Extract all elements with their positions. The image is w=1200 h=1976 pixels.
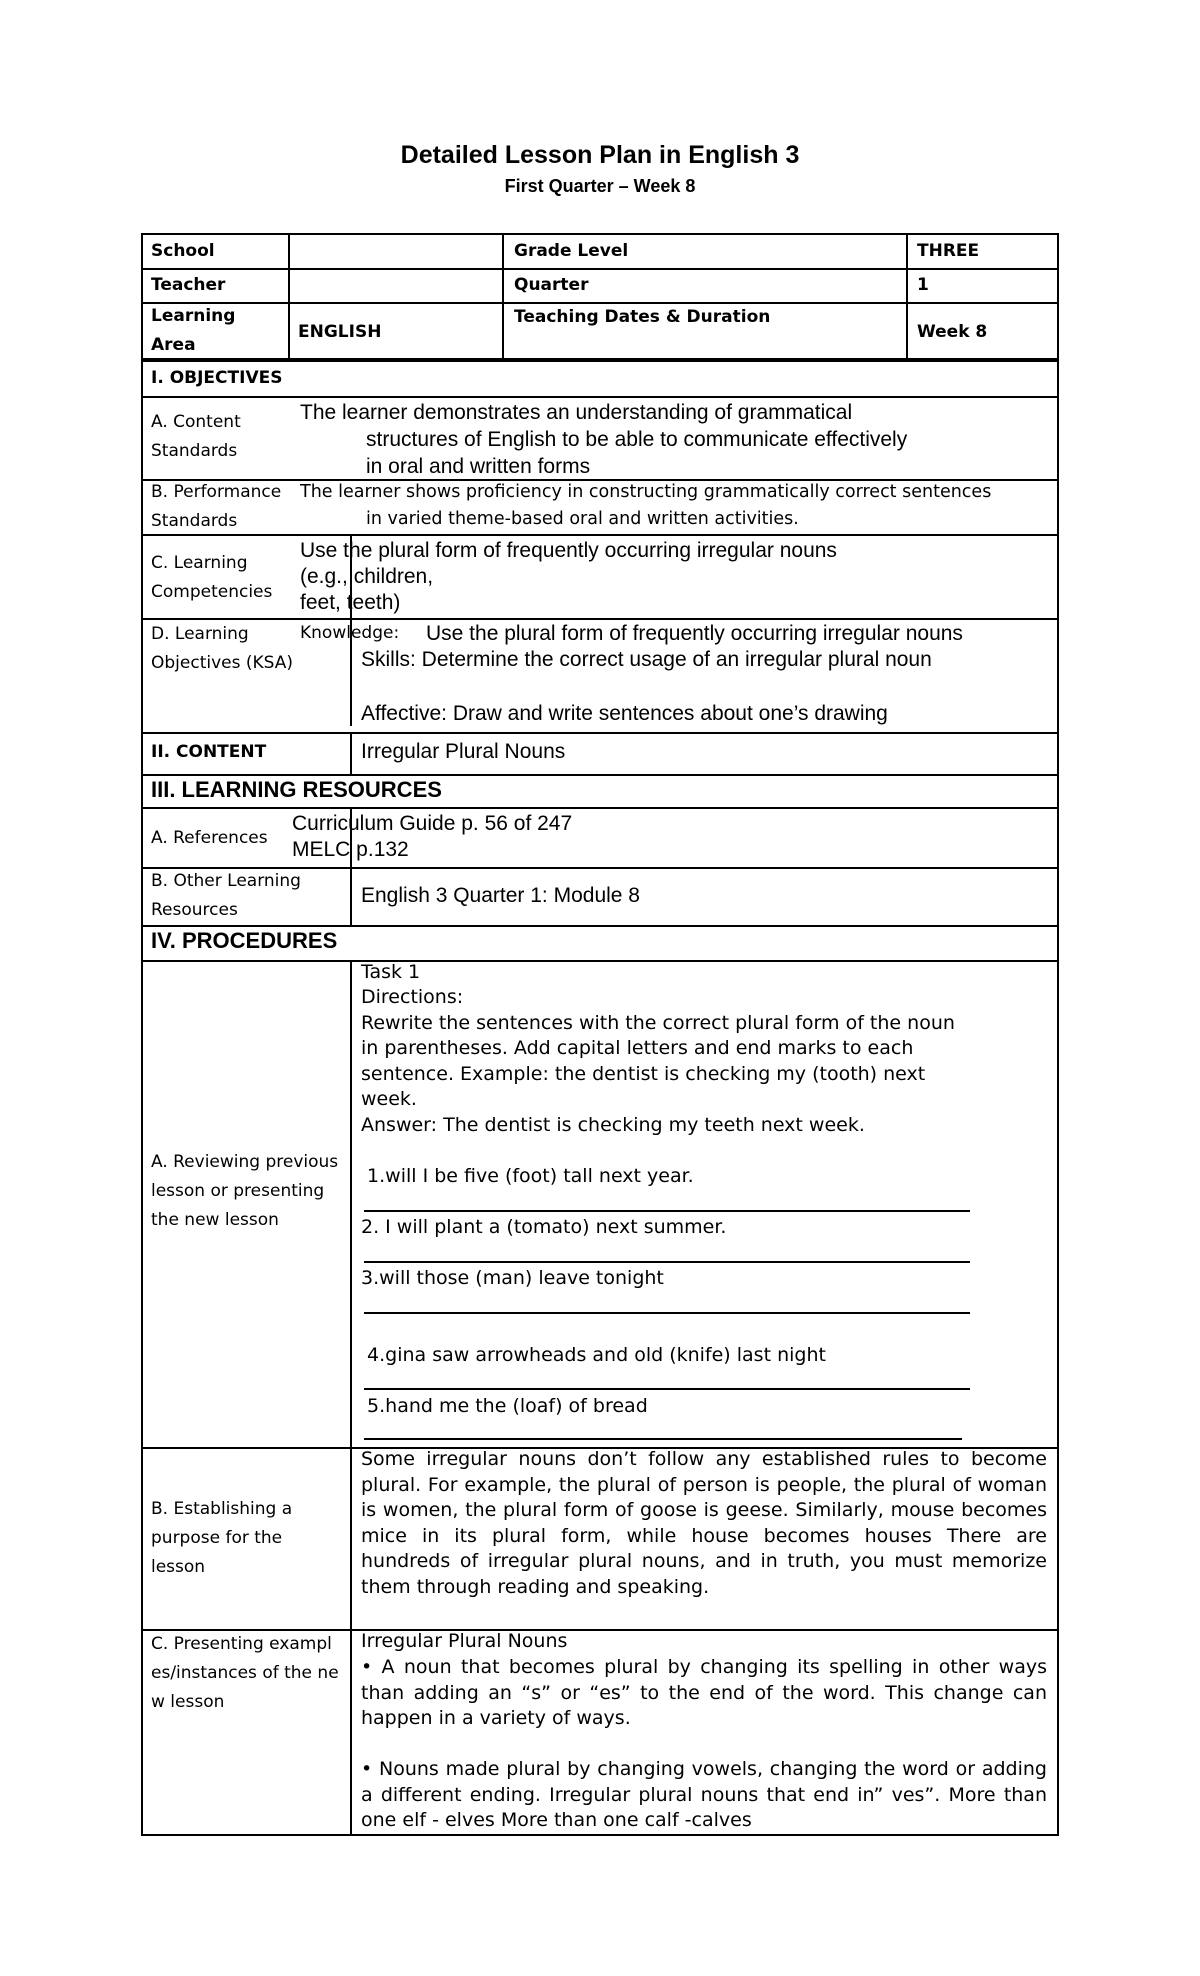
performance-standards-line: The learner shows proficiency in constructing grammatically correct sentences (300, 482, 992, 502)
exercise-item: 1.will I be five (foot) tall next year. (361, 1165, 694, 1187)
exercise-item: 4.gina saw arrowheads and old (knife) last night (361, 1344, 826, 1366)
learning-competencies-line: feet, teeth) (300, 591, 401, 614)
knowledge-prefix: Knowledge: (300, 623, 400, 643)
presenting-examples-title: Irregular Plural Nouns (361, 1630, 568, 1652)
learning-objectives-label: D. Learning Objectives (KSA) (151, 624, 294, 673)
objectives-heading: I. OBJECTIVES (151, 368, 283, 388)
learning-resources-heading: III. LEARNING RESOURCES (151, 777, 442, 802)
content-standards-line: structures of English to be able to communicate effectively (366, 428, 908, 451)
learning-competencies-line: Use the plural form of frequently occurring irregular nouns (300, 539, 837, 562)
table-divider (906, 233, 908, 360)
table-divider (288, 233, 290, 360)
task-text-line: Answer: The dentist is checking my teeth next week. (361, 1114, 865, 1136)
task-text-line: Rewrite the sentences with the correct plural form of the noun (361, 1012, 955, 1034)
reviewing-lesson-label: A. Reviewing previous lesson or presenting the new lesson (151, 1152, 339, 1230)
learning-area-value: ENGLISH (298, 322, 382, 342)
references-label: A. References (151, 828, 268, 848)
presenting-examples-text: • Nouns made plural by changing vowels, changing the word or adding a different ending. Irregular plural nouns that end in” ves”. More than one elf - elves More than one calf -calves (361, 1758, 1047, 1831)
answer-line (364, 1312, 970, 1314)
affective-objective: Affective: Draw and write sentences about one’s drawing (361, 702, 888, 725)
quarter-value: 1 (917, 275, 929, 295)
establishing-purpose-text: Some irregular nouns don’t follow any established rules to become plural. For example, the plural of person is people, the plural of woman is women, the plural form of goose is geese. Similarly, mouse becomes mice in its plural form, while house becomes houses There are hundreds of irregular plural nouns, and in truth, you must memorize them through reading and speaking. (361, 1448, 1047, 1598)
grade-level-value: THREE (917, 241, 980, 261)
teaching-dates-value: Week 8 (917, 322, 988, 342)
answer-line (364, 1261, 970, 1263)
performance-standards-label: B. Performance Standards (151, 482, 282, 531)
task-text-line: Directions: (361, 986, 464, 1008)
task-text-line: week. (361, 1088, 417, 1110)
content-label: II. CONTENT (151, 742, 267, 762)
exercise-item: 5.hand me the (loaf) of bread (361, 1395, 648, 1417)
establishing-purpose-label: B. Establishing a purpose for the lesson (151, 1499, 293, 1577)
references-line: MELC p.132 (292, 838, 409, 861)
answer-line (364, 1210, 970, 1212)
table-divider (502, 233, 504, 360)
table-divider (350, 960, 352, 1836)
learning-competencies-line: (e.g., children, (300, 565, 434, 588)
table-divider (350, 732, 352, 774)
table-row (141, 732, 1059, 774)
content-standards-line: in oral and written forms (366, 455, 591, 478)
lesson-plan-title: Detailed Lesson Plan in English 3 (400, 141, 800, 169)
answer-line (364, 1438, 962, 1440)
content-standards-line: The learner demonstrates an understanding of grammatical (300, 401, 853, 424)
other-resources-value: English 3 Quarter 1: Module 8 (361, 884, 640, 907)
task-text-line: Task 1 (361, 961, 421, 983)
table-row (141, 807, 1059, 867)
learning-area-label: Learning Area (151, 306, 236, 355)
teacher-label: Teacher (151, 275, 226, 295)
skills-objective: Skills: Determine the correct usage of an irregular plural noun (361, 648, 932, 671)
task-text-line: sentence. Example: the dentist is checking my (tooth) next (361, 1063, 926, 1085)
presenting-examples-text: • A noun that becomes plural by changing its spelling in other ways than adding an “s” or “es” to the end of the word. This change can happen in a variety of ways. (361, 1656, 1047, 1729)
presenting-examples-label: C. Presenting examples/instances of the new lesson (151, 1634, 339, 1712)
exercise-item: 2. I will plant a (tomato) next summer. (361, 1216, 727, 1238)
content-value: Irregular Plural Nouns (361, 740, 566, 763)
teaching-dates-label: Teaching Dates & Duration (514, 307, 771, 327)
quarter-label: Quarter (514, 275, 589, 295)
learning-competencies-label: C. Learning Competencies (151, 553, 273, 602)
grade-level-label: Grade Level (514, 241, 629, 261)
answer-line (364, 1388, 970, 1390)
lesson-plan-subtitle: First Quarter – Week 8 (504, 176, 696, 196)
knowledge-objective: Use the plural form of frequently occurring irregular nouns (426, 622, 963, 645)
table-bottom-border (141, 1834, 1059, 1836)
procedures-heading: IV. PROCEDURES (151, 928, 338, 953)
performance-standards-line: in varied theme-based oral and written activities. (366, 509, 799, 529)
references-line: Curriculum Guide p. 56 of 247 (292, 812, 573, 835)
task-text-line: in parentheses. Add capital letters and end marks to each (361, 1037, 914, 1059)
school-label: School (151, 241, 215, 261)
other-resources-label: B. Other Learning Resources (151, 871, 301, 920)
content-standards-label: A. Content Standards (151, 412, 241, 461)
exercise-item: 3.will those (man) leave tonight (361, 1267, 664, 1289)
